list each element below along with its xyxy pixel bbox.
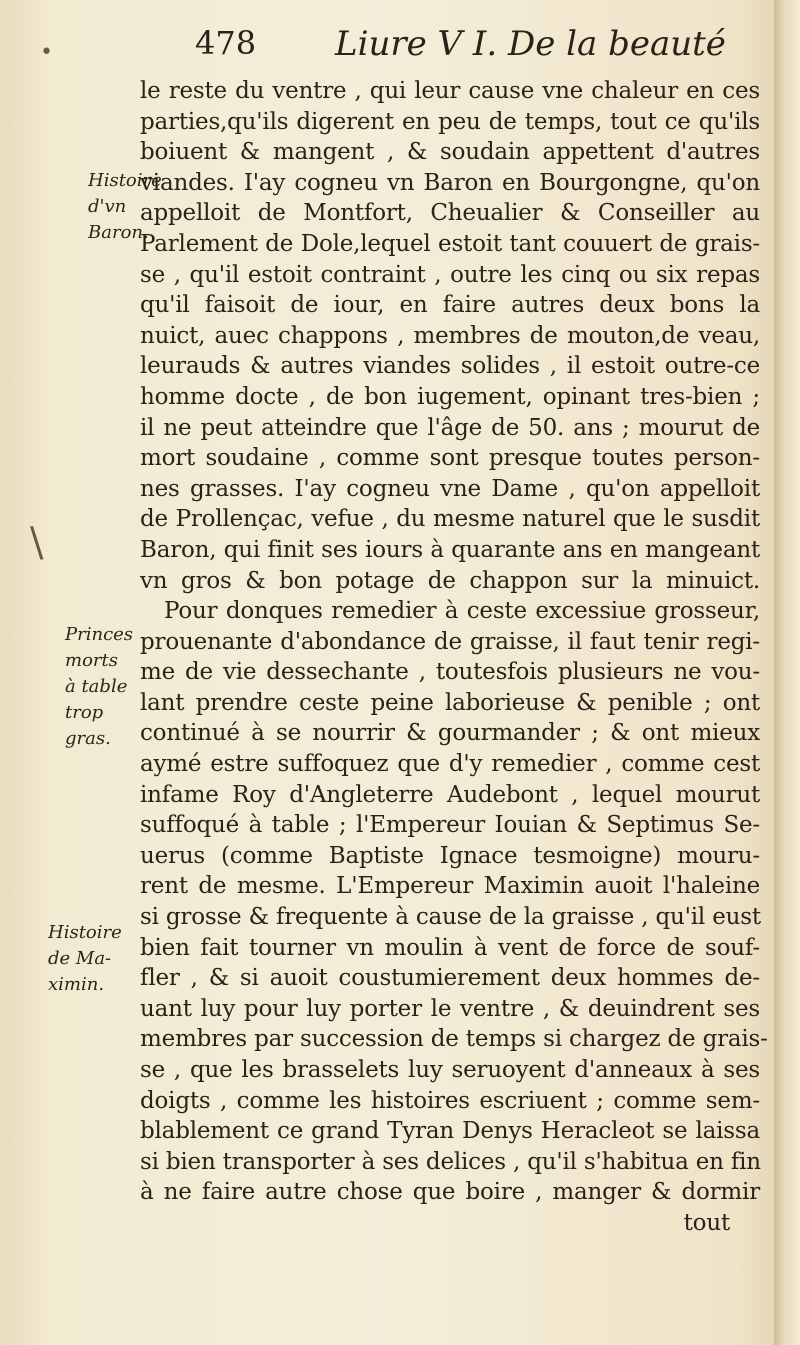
text-line: se , que les brasselets luy seruoyent d'anneaux à ses [140, 1057, 760, 1083]
text-line: parties,qu'ils digerent en peu de temps, tout ce qu'ils [140, 108, 760, 135]
text-line: si bien transporter à ses delices , qu'il s'habitua en fin [140, 1148, 761, 1175]
margin-note-line: Princes [65, 624, 134, 645]
text-line: nes grasses. I'ay cogneu vne Dame , qu'on appelloit [140, 475, 760, 502]
text-line: nuict, auec chappons , membres de mouton,de veau, [140, 322, 760, 349]
text-line: homme docte , de bon iugement, opinant tres-bien ; [140, 383, 760, 410]
text-line: qu'il faisoit de iour, en faire autres deux bons la [140, 292, 760, 319]
text-line: leurauds & autres viandes solides , il estoit outre-ce [140, 353, 760, 380]
margin-note-line: de Ma- [48, 948, 112, 969]
text-line: suffoqué à table ; l'Empereur Iouian & Septimus Se- [140, 812, 760, 839]
text-line: aymé estre suffoquez que d'y remedier , comme cest [140, 751, 760, 778]
text-line: Baron, qui finit ses iours à quarante ans en mangeant [140, 536, 760, 563]
text-line: uerus (comme Baptiste Ignace tesmoigne) mouru- [140, 842, 760, 869]
margin-note-line: Baron. [88, 222, 149, 243]
margin-note-princes [65, 622, 133, 752]
text-line: uant luy pour luy porter le ventre , & deuindrent ses [140, 995, 760, 1022]
text-line: appelloit de Montfort, Cheualier & Conseiller au [140, 200, 760, 227]
margin-note-maximin [48, 920, 122, 998]
page-number: 478 [195, 24, 257, 62]
text-line: membres par succession de temps si chargez de grais- [140, 1026, 768, 1053]
text-line: continué à se nourrir & gourmander ; & ont mieux [140, 720, 760, 747]
text-line: bien fait tourner vn moulin à vent de force de souf- [140, 934, 760, 961]
text-line: se , qu'il estoit contraint , outre les cinq ou six repas [140, 261, 760, 288]
body-text [140, 76, 768, 1239]
text-line: il ne peut atteindre que l'âge de 50. ans ; mourut de [140, 414, 760, 441]
text-line: tout [683, 1209, 730, 1236]
margin-note-line: d'vn [88, 196, 127, 217]
text-line: lant prendre ceste peine laborieuse & penible ; ont [140, 689, 760, 716]
margin-note-line: à table [65, 676, 128, 697]
text-line: doigts , comme les histoires escriuent ; comme sem- [140, 1087, 760, 1114]
margin-note-line: Histoire [88, 170, 162, 191]
text-line: vn gros & bon potage de chappon sur la minuict. [140, 567, 760, 594]
text-line: mort soudaine , comme sont presque toutes person- [140, 445, 760, 472]
margin-note-line: ximin. [48, 974, 105, 995]
text-line: de Prollençac, vefue , du mesme naturel que le susdit [140, 506, 760, 533]
page-header [195, 14, 755, 74]
running-title: Liure V I. De la beauté [335, 24, 726, 64]
text-line: rent de mesme. L'Empereur Maximin auoit l'haleine [140, 873, 760, 900]
text-line: me de vie dessechante , toutesfois plusieurs ne vou- [140, 659, 760, 686]
margin-note-line: Histoire [48, 922, 122, 943]
ink-blemish: • [40, 40, 53, 65]
text-line: blablement ce grand Tyran Denys Heracleot se laissa [140, 1118, 760, 1145]
margin-note-line: trop [65, 702, 104, 723]
text-line: le reste du ventre , qui leur cause vne chaleur en ces [140, 78, 760, 104]
ink-blemish: \ [30, 520, 44, 566]
margin-note-line: gras. [65, 728, 111, 749]
text-line: Parlement de Dole,lequel estoit tant couuert de grais- [140, 230, 760, 257]
text-line: infame Roy d'Angleterre Audebont , lequel mourut [140, 781, 760, 808]
text-line: boiuent & mangent , & soudain appettent d'autres [140, 139, 760, 166]
text-line: prouenante d'abondance de graisse, il faut tenir regi- [140, 628, 760, 655]
text-line: fler , & si auoit coustumierement deux hommes de- [140, 965, 760, 992]
text-line: Pour donques remedier à ceste excessiue grosseur, [164, 598, 760, 625]
text-line: viandes. I'ay cogneu vn Baron en Bourgongne, qu'on [140, 169, 760, 196]
margin-note-line: morts [65, 650, 118, 671]
page-edge [774, 0, 800, 1345]
text-line: si grosse & frequente à cause de la graisse , qu'il eust [140, 904, 761, 931]
text-line: à ne faire autre chose que boire , manger & dormir [140, 1179, 760, 1206]
